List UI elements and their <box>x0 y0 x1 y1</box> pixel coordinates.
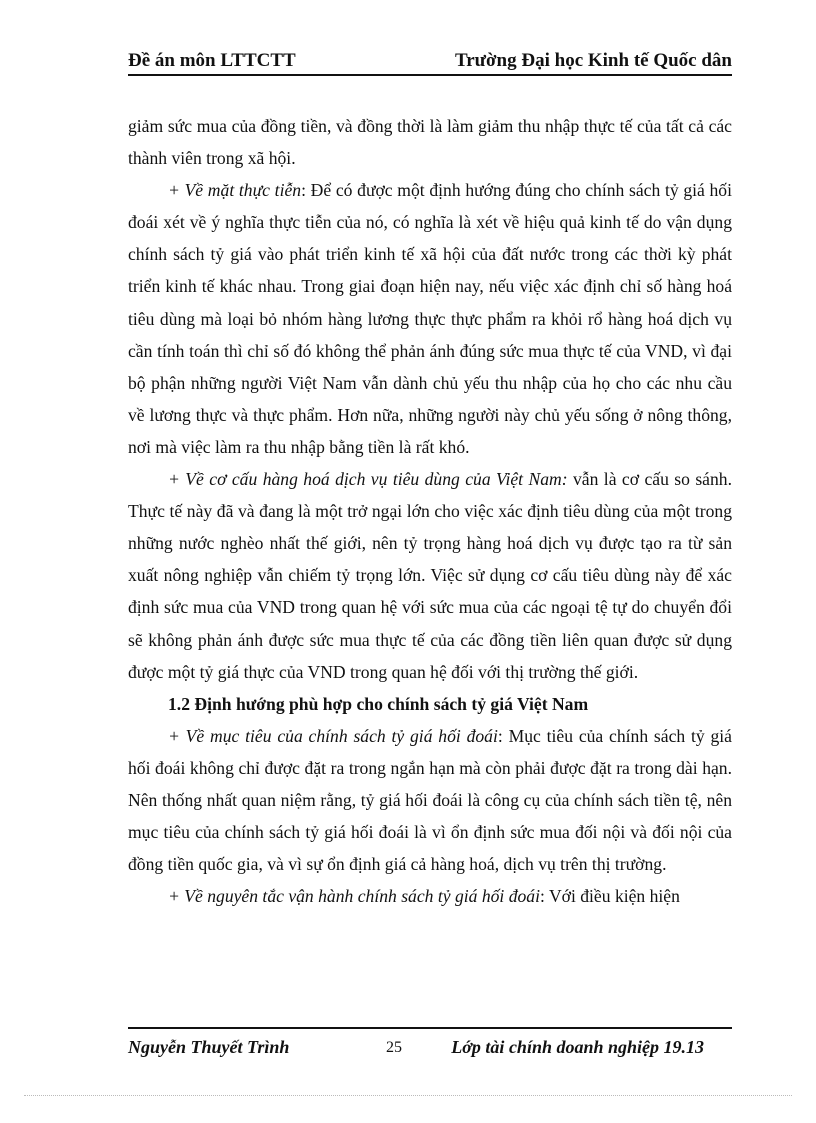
header-course-title: Đề án môn LTTCTT <box>128 50 296 71</box>
paragraph-text: : Để có được một định hướng đúng cho chính sách tỷ giá hối đoái xét về ý nghĩa thực tiễn của nó, có nghĩa là xét về hiệu quả kinh tế do vận dụng chính sách tỷ giá vào phát triển kinh tế xã hội của đất nước trong các thời kỳ phát triển kinh tế khác nhau. Trong giai đoạn hiện nay, nếu việc xác định chỉ số hàng hoá tiêu dùng mà loại bỏ nhóm hàng lương thực thực phẩm ra khỏi rổ hàng hoá dịch vụ cần tính toán thì chỉ số đó không thể phản ánh đúng sức mua thực tế của VND, vì đại bộ phận những người Việt Nam vẫn dành chủ yếu thu nhập của họ cho các nhu cầu về lương thực và thực phẩm. Hơn nữa, những người này chủ yếu sống ở nông thông, nơi mà việc làm ra thu nhập bằng tiền là rất khó. <box>128 180 732 457</box>
paragraph <box>128 110 732 174</box>
paragraph <box>128 880 732 912</box>
page-footer <box>128 1027 732 1063</box>
paragraph <box>128 463 732 688</box>
document-body <box>128 110 732 912</box>
page-header <box>128 48 732 76</box>
paragraph-text: giảm sức mua của đồng tiền, và đồng thời là làm giảm thu nhập thực tế của tất cả các thành viên trong xã hội. <box>128 116 732 169</box>
paragraph-lead: + Về mục tiêu của chính sách tỷ giá hối đoái <box>168 725 498 746</box>
paragraph-text: vẫn là cơ cấu so sánh. Thực tế này đã và đang là một trở ngại lớn cho việc xác định tiêu dùng của một trong những nước nghèo nhất thế giới, nên tỷ trọng hàng hoá dịch vụ được tạo ra từ sản xuất nông nghiệp vẫn chiếm tỷ trọng lớn. Việc sử dụng cơ cấu tiêu dùng này để xác định sức mua của VND trong quan hệ với sức mua của các ngoại tệ tự do chuyển đổi sẽ không phản ánh được sức mua thực tế của các đồng tiền liên quan được sử dụng được một tỷ giá thực của VND trong quan hệ đối với thị trường thế giới. <box>128 469 732 682</box>
paragraph-text: : Mục tiêu của chính sách tỷ giá hối đoái không chỉ được đặt ra trong ngắn hạn mà còn phải được đặt ra trong dài hạn. Nên thống nhất quan niệm rằng, tỷ giá hối đoái là công cụ của chính sách tiền tệ, nên mục tiêu của chính sách tỷ giá hối đoái là vì ổn định sức mua đối nội và đối nội của đồng tiền quốc gia, và vì sự ổn định giá cả hàng hoá, dịch vụ trên thị trường. <box>128 725 732 875</box>
paragraph <box>128 720 732 880</box>
page-number: 25 <box>386 1039 402 1056</box>
paragraph-lead: + Về cơ cấu hàng hoá dịch vụ tiêu dùng của Việt Nam: <box>168 469 568 490</box>
section-heading: 1.2 Định hướng phù hợp cho chính sách tỷ giá Việt Nam <box>168 693 589 714</box>
paragraph <box>128 174 732 463</box>
paragraph-text: : Với điều kiện hiện <box>539 886 680 907</box>
header-university: Trường Đại học Kinh tế Quốc dân <box>454 50 732 71</box>
paragraph-lead: + Về nguyên tắc vận hành chính sách tỷ giá hối đoái <box>168 886 540 907</box>
footer-author: Nguyễn Thuyết Trình <box>128 1037 290 1057</box>
footer-class: Lớp tài chính doanh nghiệp 19.13 <box>451 1037 704 1057</box>
page-divider <box>24 1095 792 1096</box>
paragraph-lead: + Về mặt thực tiễn <box>168 180 302 201</box>
